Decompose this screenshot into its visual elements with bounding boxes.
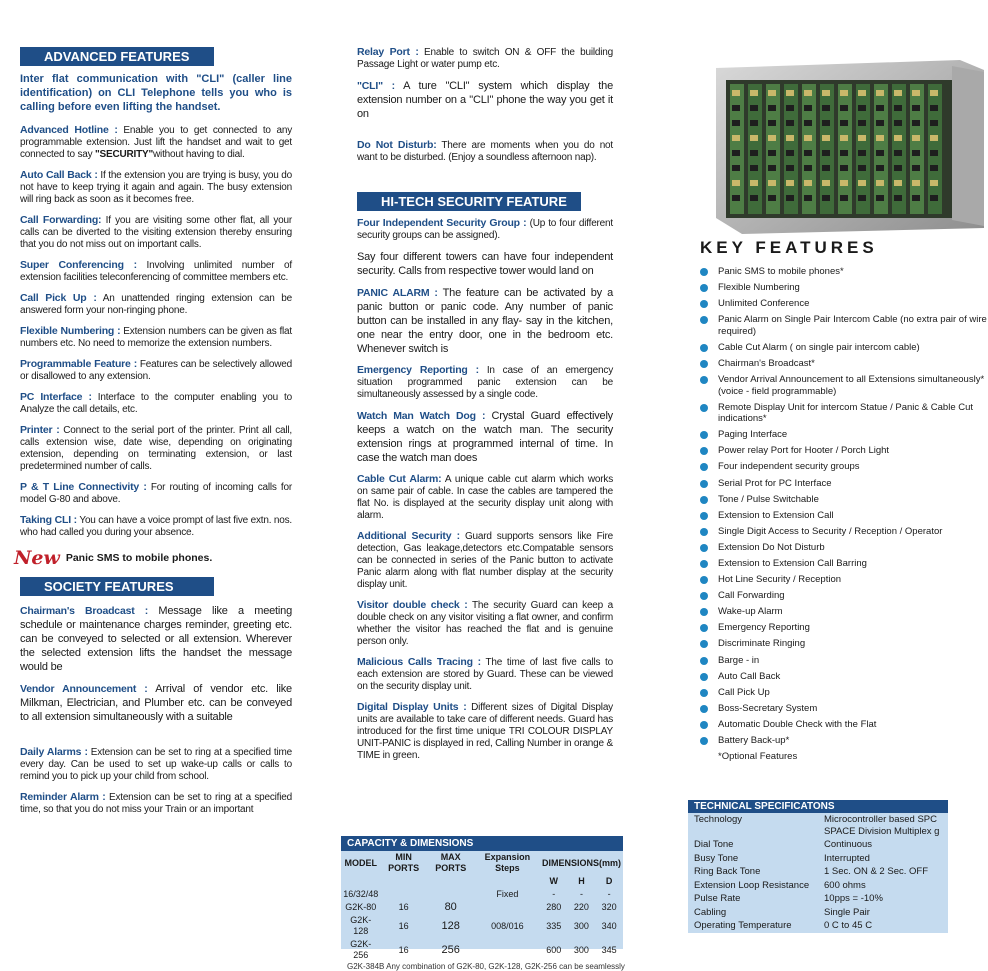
key-feature-text: Flexible Numbering (718, 282, 800, 294)
feature-paragraph (357, 701, 613, 762)
spec-label: Cabling (694, 906, 727, 918)
capacity-cell: - (579, 889, 583, 899)
key-feature-item (700, 703, 988, 715)
spec-label: Busy Tone (694, 852, 739, 864)
feature-title: Do Not Disturb: (357, 139, 437, 151)
capacity-block (341, 836, 625, 971)
capacity-cell: G2K-128 (350, 915, 372, 936)
capacity-cell: 128 (441, 919, 460, 932)
feature-text: (Up to four different security groups can be assigned). (357, 218, 613, 241)
circuit-board (784, 84, 798, 214)
advanced-feature-list (20, 124, 292, 539)
feature-text: Enable you to get connected to any programmable extension. Just lift the handset and wait to get connected to say (20, 125, 292, 160)
spec-label: Extension Loop Resistance (694, 879, 810, 891)
circuit-board (838, 84, 852, 214)
key-feature-item (700, 461, 988, 473)
bullet-icon (700, 705, 708, 713)
feature-paragraph (20, 124, 292, 161)
key-feature-text: Call Forwarding (718, 590, 785, 602)
technical-table (688, 813, 948, 933)
key-feature-text: Single Digit Access to Security / Reception / Operator (718, 525, 943, 537)
bullet-icon (700, 512, 708, 520)
spec-label: Technology (694, 814, 743, 825)
key-feature-item (700, 622, 988, 634)
circuit-board (766, 84, 780, 214)
capacity-cell: 008/016 (491, 920, 524, 931)
feature-paragraph (357, 656, 613, 693)
circuit-board (802, 84, 816, 214)
capacity-cell: 220 (573, 902, 589, 912)
capacity-cell: 16/32/48 (343, 889, 379, 899)
feature-title: Relay Port : (357, 46, 419, 58)
capacity-row (341, 914, 623, 938)
bullet-icon (700, 544, 708, 552)
capacity-cell: - (552, 889, 556, 899)
bullet-icon (700, 673, 708, 681)
bullet-icon (700, 657, 708, 665)
key-feature-text: Extension Do Not Disturb (718, 541, 825, 553)
capacity-cell (381, 888, 427, 901)
technical-row (688, 852, 948, 866)
feature-title: Daily Alarms : (20, 746, 88, 758)
feature-paragraph (20, 259, 292, 284)
bullet-icon (700, 404, 708, 412)
circuit-board (892, 84, 906, 214)
key-feature-item (700, 266, 988, 278)
capacity-cell: G2K-256 (350, 939, 372, 960)
feature-title: Reminder Alarm : (20, 791, 106, 803)
feature-paragraph (357, 79, 613, 121)
capacity-cell: 16 (398, 944, 409, 955)
feature-paragraph (357, 473, 613, 522)
key-feature-text: Wake-up Alarm (718, 606, 783, 618)
middle-column (343, 0, 625, 971)
technical-row (688, 838, 948, 852)
capacity-cell: Fixed (496, 889, 519, 899)
feature-paragraph (20, 325, 292, 350)
feature-paragraph (20, 214, 292, 251)
feature-text: The feature can be activated by a panic button or panic code. Any number of panic button can be installed in any flay- say in the kitchen, one near the entry door, one in the bedroom etc. Whenever switch is (357, 287, 613, 355)
feature-paragraph (20, 604, 292, 674)
bullet-icon (700, 721, 708, 729)
key-feature-item (700, 342, 988, 354)
bullet-icon (700, 360, 708, 368)
exchange-cabinet-image (712, 58, 984, 234)
feature-title: Printer : (20, 424, 60, 436)
capacity-cell: 256 (441, 943, 460, 956)
security-features-heading: HI-TECH SECURITY FEATURE (357, 192, 581, 211)
feature-title: Watch Man Watch Dog : (357, 410, 486, 422)
key-feature-text: Remote Display Unit for intercom Statue / Panic & Cable Cut indications* (718, 401, 974, 425)
spec-label: Ring Back Tone (694, 866, 761, 877)
feature-text: You can have a voice prompt of last five extn. nos. who had called you during your absence. (20, 515, 292, 538)
key-feature-text: Chairman's Broadcast* (718, 357, 815, 369)
key-feature-text: Auto Call Back (718, 670, 781, 682)
feature-title: PC Interface : (20, 391, 92, 403)
feature-text: Crystal Guard effectively keeps a watch on the watch man. The security extension rings at programmed internal of time. In case the watch man does (357, 410, 613, 464)
feature-paragraph (357, 530, 613, 591)
feature-title: Flexible Numbering : (20, 325, 121, 337)
feature-text: A ture "CLI" system which display the extension number on a "CLI" phone the way you get it on (357, 80, 614, 120)
feature-paragraph (20, 746, 292, 783)
capacity-cell: 340 (601, 920, 617, 931)
bullet-icon (700, 268, 708, 276)
society-features-heading: SOCIETY FEATURES (20, 577, 214, 596)
spec-value: 0 C to 45 C (824, 920, 873, 931)
capacity-cell: 320 (601, 902, 617, 912)
key-feature-text: Panic SMS to mobile phones* (718, 266, 844, 277)
bullet-icon (700, 560, 708, 568)
key-feature-item (700, 719, 988, 731)
feature-text-tail: without having to dial. (153, 149, 245, 160)
feature-title: P & T Line Connectivity : (20, 481, 147, 493)
new-feature-text: Panic SMS to mobile phones. (65, 552, 213, 564)
advanced-intro: Inter flat communication with "CLI" (caller line identification) on CLI Telephone tells you who is calling before even lifting the handset. (20, 73, 292, 113)
circuit-board (820, 84, 834, 214)
capacity-cell: 16 (398, 902, 409, 912)
key-feature-text: Boss-Secretary System (718, 702, 818, 714)
spec-label: Pulse Rate (694, 893, 741, 904)
key-feature-text: Vendor Arrival Announcement to all Extensions simultaneously* (voice - field programmable) (718, 374, 985, 397)
feature-title: Additional Security : (357, 530, 460, 542)
feature-title: Vendor Announcement : (20, 683, 148, 695)
technical-row (688, 906, 948, 920)
key-feature-item (700, 590, 988, 602)
key-feature-item (700, 671, 988, 683)
feature-text: In case of an emergency situation programmed panic extension can be simultaneously assessed by a single code. (357, 365, 613, 400)
bullet-icon (700, 608, 708, 616)
key-feature-item (700, 358, 988, 370)
circuit-board (856, 84, 870, 214)
key-features-heading: KEY FEATURES (700, 238, 878, 257)
key-feature-text: Panic Alarm on Single Pair Intercom Cable (no extra pair of wire required) (718, 314, 987, 337)
feature-text: The security Guard can keep a double check on any visitor visiting a flat owner, and confirm whether the visitor has reached the flat and is genuine person only. (357, 600, 613, 647)
bullet-icon (700, 300, 708, 308)
capacity-cell: 300 (573, 920, 589, 931)
key-feature-item (700, 314, 988, 337)
key-feature-text: Hot Line Security / Reception (718, 574, 842, 586)
capacity-cell: 345 (601, 944, 617, 955)
feature-text: Connect to the serial port of the printer. Print all call, calls extension wise, date wise, depending on originating extension, depending on terminating extension, or last predetermined number of calls. (20, 425, 292, 472)
feature-paragraph (357, 286, 613, 356)
feature-text: An unattended ringing extension can be answered form your non-ringing phone. (20, 293, 292, 316)
capacity-cell (427, 888, 475, 901)
key-feature-text: Tone / Pulse Switchable (718, 493, 819, 505)
key-features-list (688, 266, 988, 747)
spec-value: Single Pair (824, 906, 870, 918)
key-feature-text: Four independent security groups (718, 461, 860, 473)
spec-value: Microcontroller based SPC SPACE Division Multiplex g (824, 814, 940, 837)
technical-row (688, 865, 948, 879)
bullet-icon (700, 316, 708, 324)
bullet-icon (700, 463, 708, 471)
col-dimensions: DIMENSIONS(mm) (541, 857, 621, 868)
spec-value: Continuous (824, 839, 873, 850)
key-feature-text: Barge - in (718, 654, 760, 666)
spec-label: Operating Temperature (694, 920, 792, 931)
capacity-heading: CAPACITY & DIMENSIONS (341, 836, 623, 851)
feature-text: Extension can be set to ring at a specified time, so that you do not miss your Train or an important (20, 792, 293, 815)
capacity-row (341, 888, 623, 901)
feature-paragraph (357, 599, 613, 648)
capacity-row (341, 938, 623, 962)
capacity-cell: 335 (546, 920, 562, 931)
key-feature-text: Battery Back-up* (718, 735, 790, 747)
feature-text: Enable to switch ON & OFF the building Passage Light or water pump etc. (357, 47, 614, 70)
key-feature-item (700, 574, 988, 586)
feature-text: Message like a meeting schedule or maintenance charges reminder, greeting etc. can be conveyed to selected or all extension. Wherever the selected extension lifts the handset the message would be (20, 605, 292, 673)
col-d: D (605, 876, 613, 886)
spec-value: 1 Sec. ON & 2 Sec. OFF (824, 866, 929, 877)
bullet-icon (700, 480, 708, 488)
capacity-cell (475, 938, 540, 962)
feature-title: Auto Call Back : (20, 169, 98, 181)
key-feature-item (700, 298, 988, 310)
feature-title: Chairman's Broadcast : (20, 605, 149, 617)
key-feature-text: Paging Interface (718, 429, 788, 441)
bullet-icon (700, 737, 708, 745)
capacity-table (341, 851, 623, 962)
technical-row (688, 813, 948, 838)
circuit-board (928, 84, 942, 214)
circuit-board (730, 84, 744, 214)
key-feature-item (700, 655, 988, 667)
feature-text: If you are visiting some other flat, all your calls can be diverted to the visiting extension thereby ensuring that you do not miss out on important calls. (20, 215, 292, 250)
key-feature-text: Extension to Extension Call Barring (718, 558, 867, 569)
col-min: MIN PORTS (388, 852, 420, 873)
key-feature-text: Emergency Reporting (718, 622, 810, 634)
feature-text: Interface to the computer enabling you to Analyze the call details, etc. (20, 392, 292, 415)
col-h: H (578, 876, 585, 886)
feature-title: Cable Cut Alarm: (357, 473, 442, 485)
capacity-footer: G2K-384B Any combination of G2K-80, G2K-128, G2K-256 can be seamlessly (347, 962, 625, 971)
capacity-cell (475, 901, 540, 914)
feature-text: The time of last five calls to each extension are stored by Guard. These can be viewed on the security display unit. (357, 657, 613, 692)
bullet-icon (700, 528, 708, 536)
society-feature-list (20, 604, 292, 816)
bullet-icon (700, 592, 708, 600)
feature-paragraph (357, 217, 613, 278)
feature-title: Malicious Calls Tracing : (357, 656, 481, 668)
feature-text: Guard supports sensors like Fire detection, Gas leakage,detectors etc.Compatable sensors can be connected in series of the Panic button to activate Panic alarm along with flat number display at the security display unit. (357, 531, 613, 590)
optional-note: *Optional Features (718, 751, 798, 763)
feature-title: Taking CLI : (20, 514, 77, 526)
key-feature-item (700, 510, 988, 522)
spec-value: Interrupted (824, 852, 870, 864)
spec-label: Dial Tone (694, 839, 734, 850)
bullet-icon (700, 376, 708, 384)
feature-text: Features can be selectively allowed or disallowed to any extension. (20, 359, 292, 382)
feature-text: A unique cable cut alarm which works on same pair of cable. In case the cables are tampered the flat No. is displayed at the security display unit along with alarm. (357, 474, 614, 521)
col-w: W (549, 876, 559, 886)
bullet-icon (700, 344, 708, 352)
bullet-icon (700, 284, 708, 292)
key-feature-text: Cable Cut Alarm ( on single pair intercom cable) (718, 341, 920, 353)
key-feature-text: Serial Prot for PC Interface (718, 477, 832, 489)
feature-text: Arrival of vendor etc. like Milkman, Electrician, and Plumber etc. can be conveyed to all extension simultaneously with a suitable (20, 683, 292, 723)
feature-paragraph (20, 682, 292, 724)
technical-row (688, 892, 948, 906)
capacity-cell: - (607, 889, 611, 899)
technical-spec-block (688, 800, 948, 933)
feature-paragraph (357, 46, 613, 71)
feature-paragraph (20, 514, 292, 539)
feature-text: For routing of incoming calls for model G-80 and above. (20, 482, 292, 505)
key-feature-item (700, 638, 988, 650)
key-feature-item (700, 282, 988, 294)
key-feature-text: Extension to Extension Call (718, 509, 834, 521)
feature-paragraph (20, 424, 292, 473)
feature-paragraph (20, 358, 292, 383)
feature-text: Different sizes of Digital Display units are available to take care of different needs. Guard has introduced for the first time unique TRI COLOUR DISPLAY UNIT-PANIC is displayed in red, Calling Number in orange & TIME in green. (357, 702, 613, 761)
col-model: MODEL (344, 857, 378, 868)
feature-paragraph (357, 409, 613, 465)
feature-emphasis: "SECURITY" (94, 149, 154, 160)
feature-paragraph (20, 481, 292, 506)
circuit-board (748, 84, 762, 214)
capacity-cell: 600 (546, 944, 562, 955)
feature-title: Visitor double check : (357, 599, 468, 611)
feature-text: There are moments when you do not want to be disturbed. (Enjoy a soundless afternoon nap). (357, 140, 613, 163)
middle-feature-list (357, 46, 613, 164)
bullet-icon (700, 576, 708, 584)
feature-title: Four Independent Security Group : (357, 217, 527, 229)
security-feature-list (357, 217, 613, 762)
key-feature-text: Discriminate Ringing (718, 638, 806, 650)
capacity-cell: 16 (398, 920, 409, 931)
feature-extra: Say four different towers can have four independent security. Calls from respective tower would land on (357, 251, 613, 277)
key-feature-item (700, 429, 988, 441)
capacity-cell: G2K-80 (345, 902, 377, 912)
feature-title: Digital Display Units : (357, 701, 467, 713)
col-max: MAX PORTS (435, 852, 467, 873)
bullet-icon (700, 431, 708, 439)
feature-text: Extension numbers can be given as flat numbers etc. No need to memorize the extension numbers. (20, 326, 292, 349)
feature-text: If the extension you are trying is busy, you do not have to keep trying it again and again. The busy extension will ring back as soon as it becomes free. (20, 170, 292, 205)
new-badge: New (14, 547, 60, 569)
key-feature-item (700, 445, 988, 457)
key-feature-text: Automatic Double Check with the Flat (718, 718, 877, 730)
circuit-board (910, 84, 924, 214)
bullet-icon (700, 624, 708, 632)
feature-title: Super Conferencing : (20, 259, 137, 271)
feature-text: Involving unlimited number of extension facilities teleconferencing of committee members etc. (20, 260, 292, 283)
key-feature-item (700, 687, 988, 699)
feature-paragraph (20, 791, 292, 816)
capacity-cell: 80 (444, 901, 457, 913)
capacity-row (341, 901, 623, 914)
col-expansion: Expansion Steps (484, 852, 531, 873)
feature-title: Programmable Feature : (20, 358, 138, 370)
feature-title: Advanced Hotline : (20, 124, 118, 136)
feature-text: Extension can be set to ring at a specified time every day. Can be used to set up wake-up calls or calls to remind you to pick up your child from school. (20, 747, 293, 782)
bullet-icon (700, 447, 708, 455)
capacity-cell: 280 (546, 902, 562, 912)
key-feature-item (700, 542, 988, 554)
key-feature-item (700, 526, 988, 538)
technical-heading: TECHNICAL SPECIFICATONS (688, 800, 948, 813)
right-column (688, 238, 988, 762)
key-feature-item (700, 402, 988, 425)
feature-paragraph (357, 364, 613, 401)
spec-value: 600 ohms (824, 879, 866, 891)
feature-title: Emergency Reporting : (357, 364, 479, 376)
new-feature-line (14, 547, 292, 569)
technical-row (688, 879, 948, 893)
feature-paragraph (20, 169, 292, 206)
key-feature-item (700, 606, 988, 618)
key-feature-text: Unlimited Conference (718, 298, 810, 310)
bullet-icon (700, 640, 708, 648)
bullet-icon (700, 689, 708, 697)
feature-title: Call Forwarding: (20, 214, 102, 226)
key-feature-item (700, 735, 988, 747)
advanced-features-heading: ADVANCED FEATURES (20, 47, 214, 66)
feature-paragraph (20, 391, 292, 416)
key-feature-text: Call Pick Up (718, 686, 770, 698)
key-feature-item (700, 558, 988, 570)
feature-title: "CLI" : (357, 80, 395, 92)
key-feature-text: Power relay Port for Hooter / Porch Light (718, 445, 890, 457)
circuit-board (874, 84, 888, 214)
key-feature-item (700, 478, 988, 490)
feature-title: PANIC ALARM : (357, 287, 438, 299)
bullet-icon (700, 496, 708, 504)
technical-row (688, 919, 948, 933)
left-column (14, 0, 293, 824)
feature-title: Call Pick Up : (20, 292, 97, 304)
key-feature-item (700, 494, 988, 506)
feature-paragraph (357, 139, 613, 164)
spec-value: 10pps = -10% (824, 893, 883, 904)
key-feature-item (700, 374, 988, 397)
feature-paragraph (20, 292, 292, 317)
capacity-cell: 300 (573, 944, 589, 955)
